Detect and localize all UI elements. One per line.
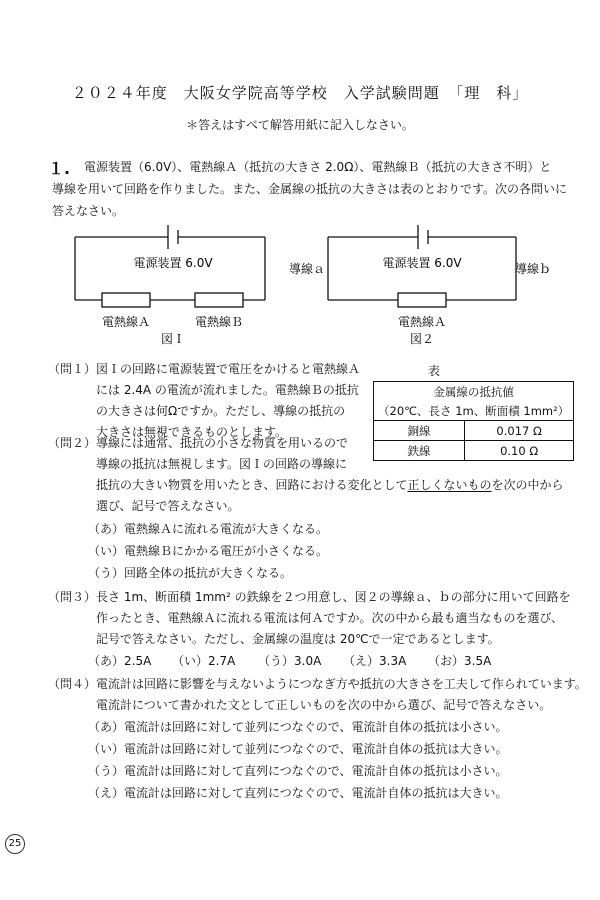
question-4-label: （問４） bbox=[48, 677, 97, 691]
question-4-option: （え）電流計は回路に対して直列につなぐので、電流計自体の抵抗は大きい。 bbox=[88, 786, 508, 800]
fig2-wire-b-label: 導線ｂ bbox=[515, 262, 552, 276]
question-2-label: （問２） bbox=[48, 436, 97, 450]
question-3-line-1: 長さ 1m、断面積 1mm² の鉄線を２つ用意し、図２の導線ａ、ｂの部分に用いて回路を bbox=[96, 590, 571, 604]
question-1-label: （問１） bbox=[48, 362, 97, 376]
question-1-line-2: には 2.4A の電流が流れました。電熱線Ｂの抵抗 bbox=[96, 383, 359, 397]
question-1-line-4: 大きさは無視できるものとします。 bbox=[96, 425, 288, 439]
question-2-line-3: 抵抗の大きい物質を用いたとき、回路における変化として正しくないものを次の中から bbox=[96, 478, 564, 492]
table-value-cell: 0.017 Ω bbox=[465, 421, 574, 441]
intro-line-2: 導線を用いて回路を作りました。また、金属線の抵抗の大きさは表のとおりです。次の各問いに bbox=[52, 182, 568, 196]
question-3-option: （お）3.5A bbox=[428, 654, 492, 668]
table-metal-cell: 鉄線 bbox=[374, 441, 465, 461]
intro-line-1: 電源装置（6.0V）、電熱線Ａ（抵抗の大きさ 2.0Ω）、電熱線Ｂ（抵抗の大きさ不明）と bbox=[84, 160, 552, 174]
resistance-table bbox=[373, 381, 574, 461]
question-3-option: （え）3.3A bbox=[343, 654, 407, 668]
question-3-line-2: 作ったとき、電熱線Ａに流れる電流は何Ａですか。次の中から最も適当なものを選び、 bbox=[96, 611, 564, 625]
question-2-option: （あ）電熱線Ａに流れる電流が大きくなる。 bbox=[88, 522, 329, 536]
fig2-wire-a-label: 導線ａ bbox=[289, 262, 326, 276]
table-row bbox=[374, 441, 574, 461]
question-4-line-1: 電流計は回路に影響を与えないようにつなぎ方や抵抗の大きさを工夫して作られています。 bbox=[96, 677, 587, 691]
fig2-resistor-a-label: 電熱線Ａ bbox=[397, 315, 447, 329]
table-metal-cell: 銅線 bbox=[374, 421, 465, 441]
question-2-line-1: 導線には通常、抵抗の小さな物質を用いるので bbox=[96, 436, 349, 450]
fig1-resistor-a-label: 電熱線Ａ bbox=[101, 315, 151, 329]
page-number-mark: 25 bbox=[5, 834, 25, 854]
fig2-power-label: 電源装置 6.0V bbox=[382, 256, 462, 270]
question-3-option: （い）2.7A bbox=[172, 654, 236, 668]
resistor-a-shape bbox=[102, 293, 150, 307]
question-4-line-2: 電流計について書かれた文として正しいものを次の中から選び、記号で答えなさい。 bbox=[96, 698, 552, 712]
fig1-power-label: 電源装置 6.0V bbox=[133, 256, 213, 270]
fig1-caption: 図Ｉ bbox=[160, 332, 186, 346]
table-row bbox=[374, 421, 574, 441]
fig2-caption: 図２ bbox=[409, 332, 435, 346]
question-3-line-3: 記号で答えなさい。ただし、金属線の温度は 20℃で一定であるとします。 bbox=[96, 632, 500, 646]
question-2-option: （う）回路全体の抵抗が大きくなる。 bbox=[88, 566, 293, 580]
question-3-label: （問３） bbox=[48, 590, 97, 604]
question-1-line-3: の大きさは何Ωですか。ただし、導線の抵抗の bbox=[96, 404, 346, 418]
intro-line-3: 答えなさい。 bbox=[52, 204, 125, 218]
resistor-b-shape bbox=[195, 293, 243, 307]
question-4-option: （あ）電流計は回路に対して並列につなぐので、電流計自体の抵抗は小さい。 bbox=[88, 720, 508, 734]
question-2-line-4: 選び、記号で答えなさい。 bbox=[96, 499, 240, 513]
question-number: １. bbox=[48, 159, 71, 178]
exam-title: ２０２４年度 大阪女学院高等学校 入学試験問題 「理 科」 bbox=[71, 84, 529, 102]
fig2-resistor-a-shape bbox=[398, 293, 446, 307]
table-caption: 表 bbox=[427, 364, 440, 378]
instruction-note: ＊答えはすべて解答用紙に記入しなさい。 bbox=[186, 118, 414, 132]
question-2-line-2: 導線の抵抗は無視します。図Ｉの回路の導線に bbox=[96, 457, 348, 471]
figure-1-circuit bbox=[70, 222, 270, 347]
table-header-1: 金属線の抵抗値 bbox=[374, 382, 574, 402]
question-1-line-1: 図Ｉの回路に電源装置で電圧をかけると電熱線Ａ bbox=[96, 362, 361, 376]
question-4-option: （う）電流計は回路に対して直列につなぐので、電流計自体の抵抗は小さい。 bbox=[88, 764, 508, 778]
table-value-cell: 0.10 Ω bbox=[465, 441, 574, 461]
figure-2-circuit bbox=[285, 222, 560, 347]
table-header-2: （20℃、長さ 1m、断面積 1mm²） bbox=[374, 401, 574, 421]
question-3-option: （う）3.0A bbox=[258, 654, 322, 668]
fig1-resistor-b-label: 電熱線Ｂ bbox=[194, 315, 244, 329]
question-4-option: （い）電流計は回路に対して並列につなぐので、電流計自体の抵抗は大きい。 bbox=[88, 742, 508, 756]
question-3-option: （あ）2.5A bbox=[88, 654, 152, 668]
underlined-phrase: 正しくないもの bbox=[407, 478, 492, 492]
question-2-option: （い）電熱線Ｂにかかる電圧が小さくなる。 bbox=[88, 544, 329, 558]
